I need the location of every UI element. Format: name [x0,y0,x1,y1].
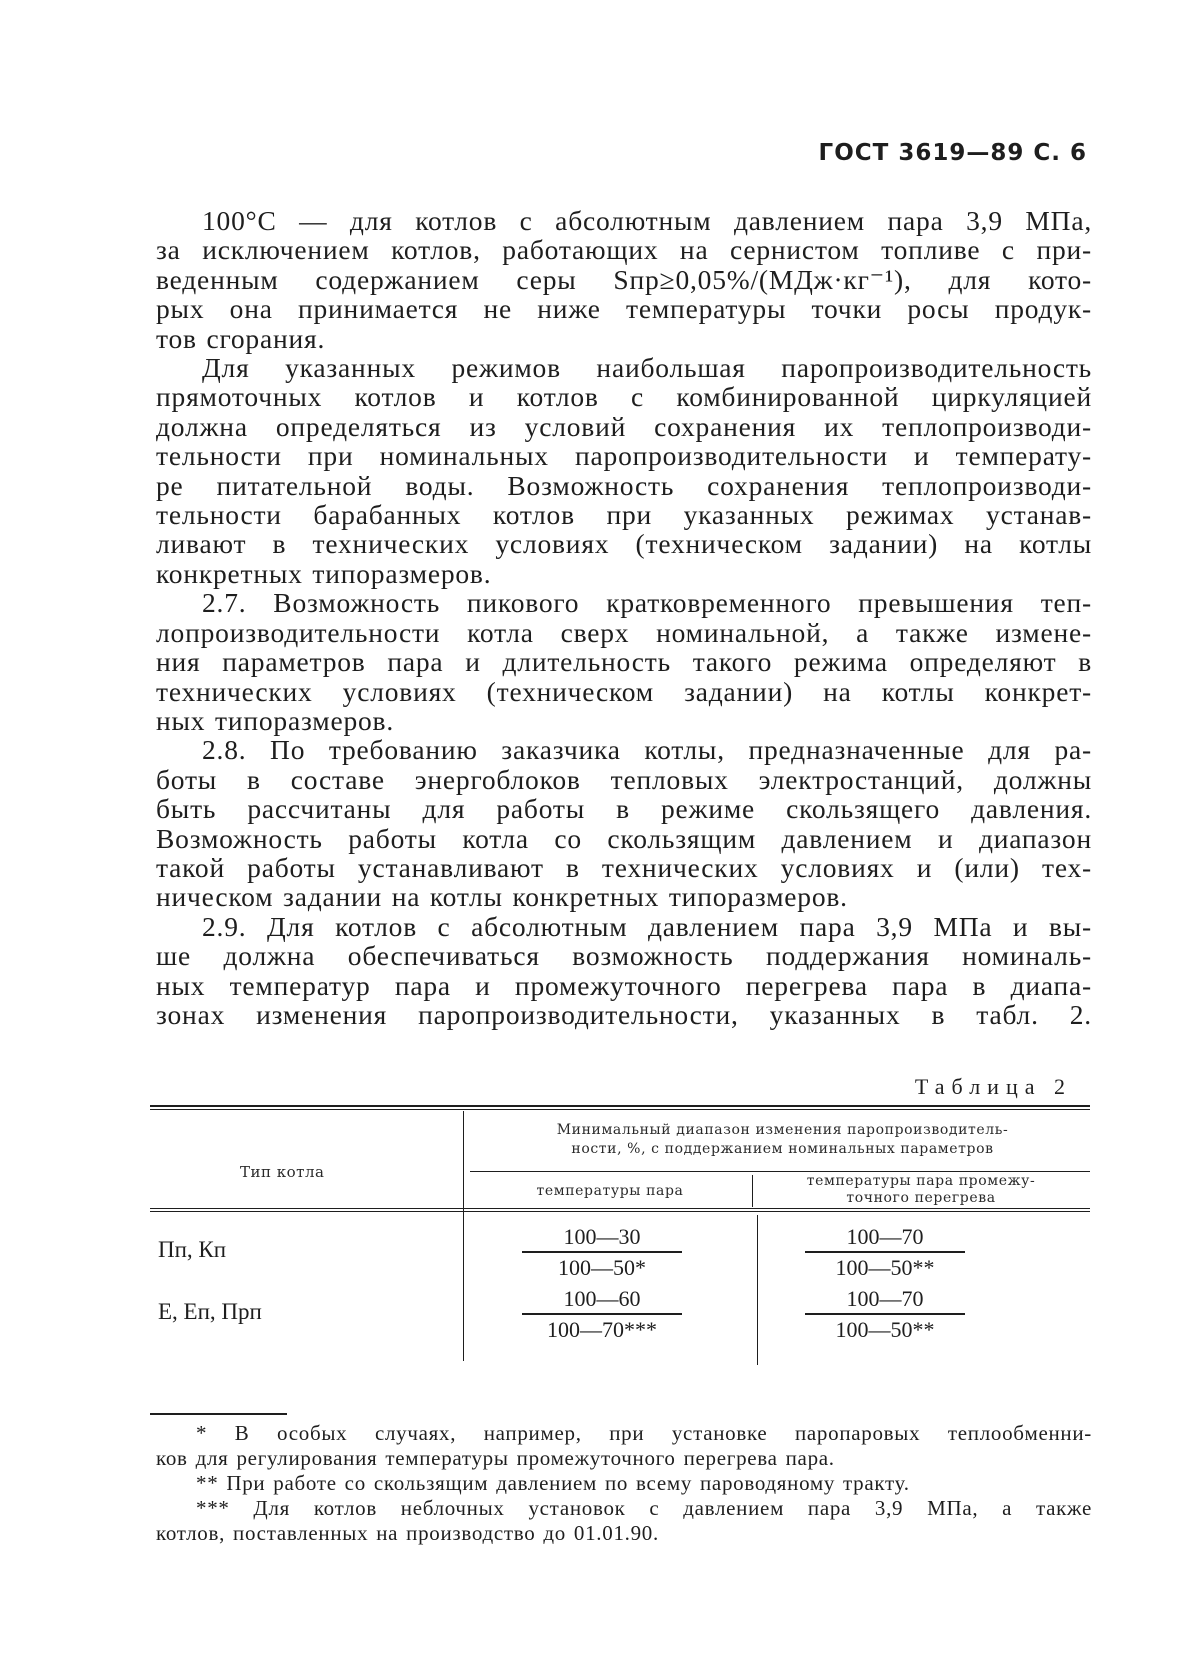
fraction-bar [805,1313,965,1315]
cell-reheat-1 [805,1224,965,1281]
col-header-type: Тип котла [240,1163,325,1181]
text-line: тельности при номинальных паропроизводительности и температу- [156,440,1092,472]
text-line: рых она принимается не ниже температуры точки росы продук- [156,293,1092,325]
cell-steam-2 [522,1286,682,1343]
text-line: веденным содержанием серы Sпр≥0,05%/(МДж·кг⁻¹), для кото- [156,263,1092,295]
text-line: 2.7. Возможность пикового кратковременного превышения теп- [202,587,1092,619]
col-header-steam: температуры пара [536,1183,684,1199]
footnotes [156,1421,1092,1546]
page-header: ГОСТ 3619—89 С. 6 [818,140,1087,166]
footnote-3-line: *** Для котлов неблочных установок с давлением пара 3,9 МПа, а также [196,1496,1092,1520]
body-col-separator [757,1215,758,1365]
paragraph-2 [156,353,1092,588]
text-line: ных типоразмеров. [156,704,395,736]
text-line: тельности барабанных котлов при указанных режимах устанав- [156,499,1092,531]
paragraph-2-8 [156,735,1092,911]
table-col-separator [463,1111,464,1361]
range-bottom: 100—50** [835,1316,935,1342]
text-line: 2.8. По требованию заказчика котлы, предназначенные для ра- [202,734,1092,766]
table-top-rule [150,1105,1090,1107]
table-2 [150,1105,1090,1365]
text-line: ническом задании на котлы конкретных типоразмеров. [156,881,848,913]
text-line: ния параметров пара и длительность такого режима определяют в [156,646,1092,678]
paragraph-1 [156,206,1092,353]
text-line: лопроизводительности котла сверх номинальной, а также измене- [156,616,1092,648]
text-line: технических условиях (техническом задании) на котлы конкрет- [156,675,1092,707]
footnote-1-line: * В особых случаях, например, при установке паропаровых теплообменни- [196,1421,1092,1445]
subheader-separator [752,1175,753,1207]
row-type-2: Е, Еп, Прп [158,1299,262,1324]
footnote-3-line: котлов, поставленных на производство до 01.01.90. [156,1521,659,1545]
footnote-2: ** При работе со скользящим давлением по всему пароводяному тракту. [196,1471,910,1495]
paragraph-2-9 [156,912,1092,1030]
footnote-1-line: ков для регулирования температуры промежуточного перегрева пара. [156,1446,835,1470]
col-header-reheat [756,1173,1086,1207]
text-line: быть рассчитаны для работы в режиме скользящего давления. [156,793,1092,825]
table-caption: Таблица 2 [914,1074,1072,1099]
row-type-1: Пп, Кп [158,1237,227,1262]
fraction-bar [522,1313,682,1315]
range-top: 100—30 [563,1224,641,1249]
text-line: прямоточных котлов и котлов с комбинированной циркуляцией [156,381,1092,413]
text-line: за исключением котлов, работающих на сернистом топливе с при- [156,234,1092,266]
text-line: такой работы устанавливают в технических условиях и (или) тех- [156,851,1092,883]
text-line: Для указанных режимов наибольшая паропроизводительность [202,352,1092,384]
text-line: боты в составе энергоблоков тепловых электростанций, должны [156,763,1092,795]
range-bottom: 100—70*** [547,1316,657,1342]
text-line: конкретных типоразмеров. [156,557,492,589]
header-line: точного перегрева [846,1190,996,1206]
text-line: тов сгорания. [156,322,326,354]
header-bottom-rule [150,1208,1090,1209]
text-line: 2.9. Для котлов с абсолютным давлением пара 3,9 МПа и вы- [202,910,1092,942]
footnote-rule [150,1413,287,1415]
range-top: 100—70 [846,1286,924,1311]
header-line: Минимальный диапазон изменения паропроизводитель- [556,1122,1009,1138]
col-group-header [485,1121,1080,1159]
text-line: 100°С — для котлов с абсолютным давлением пара 3,9 МПа, [202,205,1092,236]
range-bottom: 100—50* [558,1254,646,1280]
subheader-rule [470,1171,1090,1172]
text-line: зонах изменения паропроизводительности, указанных в табл. 2. [156,998,1092,1030]
cell-reheat-2 [805,1286,965,1343]
fraction-bar [805,1251,965,1253]
header-bottom-rule-2 [150,1211,1090,1212]
range-bottom: 100—50** [835,1254,935,1280]
range-top: 100—60 [563,1286,641,1311]
range-top: 100—70 [846,1224,924,1249]
text-line: должна определяться из условий сохранения их теплопроизводи- [156,410,1092,442]
header-line: температуры пара промежу- [806,1173,1036,1189]
text-line: Возможность работы котла со скользящим давлением и диапазон [156,822,1092,854]
cell-steam-1 [522,1224,682,1281]
text-line: ре питательной воды. Возможность сохранения теплопроизводи- [156,469,1092,501]
text-line: ливают в технических условиях (техническом задании) на котлы [156,528,1092,560]
fraction-bar [522,1251,682,1253]
table-top-rule-thin [150,1109,1090,1110]
header-line: ности, %, с поддержанием номинальных параметров [571,1141,994,1157]
text-line: ше должна обеспечиваться возможность поддержания номиналь- [156,940,1092,972]
paragraph-2-7 [156,588,1092,735]
body-text [156,206,1092,1029]
text-line: ных температур пара и промежуточного перегрева пара в диапа- [156,969,1092,1001]
